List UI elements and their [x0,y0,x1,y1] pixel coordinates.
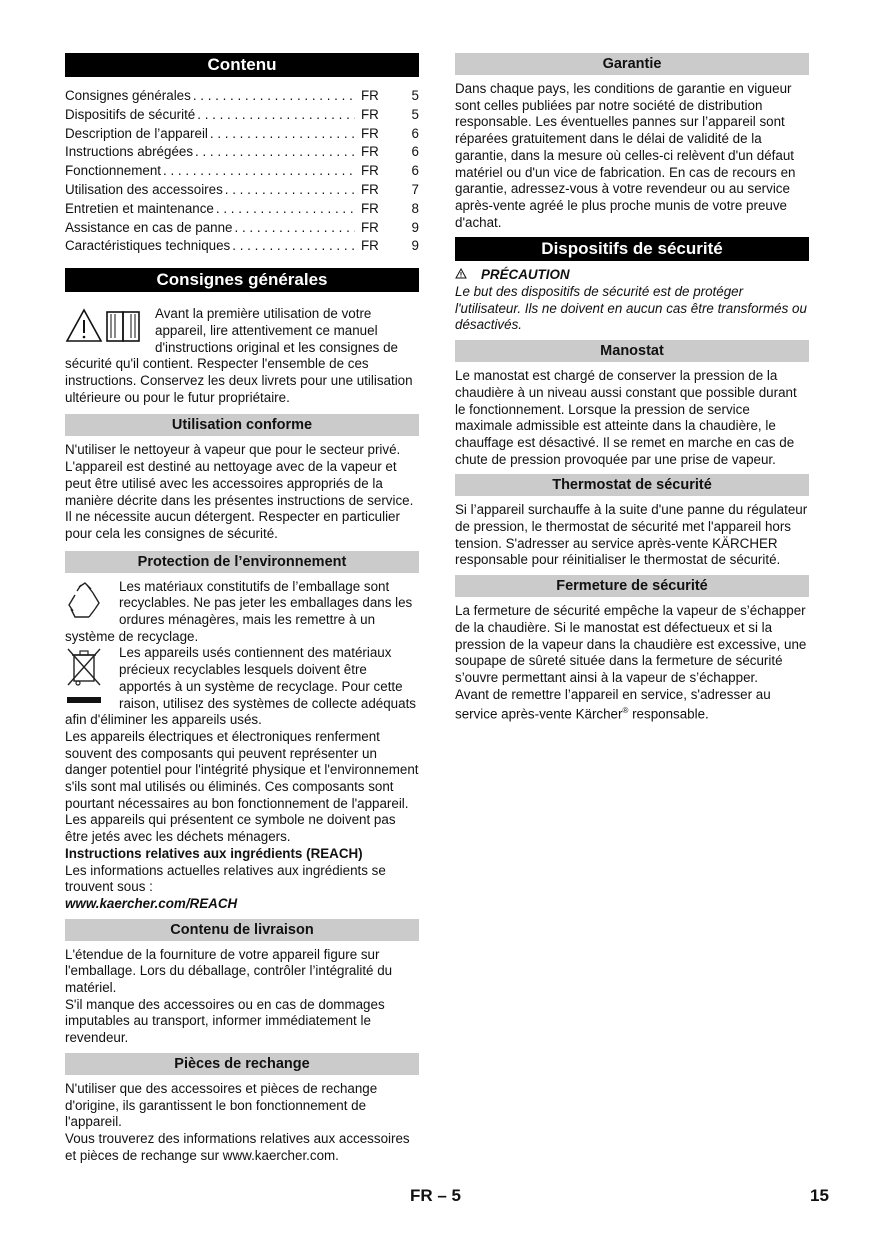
protection-p2: Les appareils usés contiennent des matériaux précieux recyclables lesquels doivent être apportés à un système de recyclage. Pour cette raison, utilisez des systèmes de collecte adéquats afin d'éliminer les appareils usés. [65,645,416,728]
crossed-bin-icon [65,647,109,710]
toc-label: Instructions abrégées [65,144,194,160]
pieces-p2: Vous trouverez des informations relatives aux accessoires et pièces de rechange sur www.kaercher.com. [65,1131,410,1163]
toc-label: Consignes générales [65,88,191,103]
toc-lang: FR [361,238,379,254]
fermeture-p2-a: Avant de remettre l’appareil en service, s'adresser au service après-vente Kärcher [455,686,771,722]
toc-page: 9 [411,219,419,235]
fermeture-p2 [455,687,809,724]
toc-label: Dispositifs de sécurité [65,106,196,122]
toc-entry[interactable] [65,143,419,162]
toc-leader-dots [193,87,355,106]
reach-heading: Instructions relatives aux ingrédients (REACH) [65,845,363,861]
toc-entry[interactable] [65,219,419,238]
protection-p3: Les appareils électriques et électroniques renferment souvent des composants qui peuvent représenter un danger potentiel pour l'intégrité physique et l'environnement s'ils sont mal utilisés ou éliminés. Ces composants sont pourtant nécessaires au bon fonctionnement de l'appareil. Les appareils qui présentent ce symbole ne doivent pas être jetés avec les déchets ménagers. [65,728,419,845]
toc-page: 6 [411,163,419,179]
toc-entry[interactable] [65,125,419,144]
weee-item [65,645,419,729]
utilisation-p2: L'appareil est destiné au nettoyage avec de la vapeur et peut être utilisé avec les accessoires appropriés de la manière décrite dans les présentes instructions de service. Il ne nécessite aucun détergent. Respecter en particulier pour cela les consignes de sécurité. [65,459,414,541]
toc-entry[interactable] [65,162,419,181]
consignes-intro [65,306,419,406]
toc-lang: FR [361,219,379,235]
livraison-p1: L'étendue de la fourniture de votre appareil figure sur l'emballage. Lors du déballage, contrôler l’intégralité du matériel. [65,946,393,996]
caution-label: PRÉCAUTION [481,267,570,283]
caution-text: Le but des dispositifs de sécurité est de protéger l'utilisateur. Ils ne doivent en aucun cas être transformés ou désactivés. [455,284,807,333]
pieces-heading: Pièces de rechange [65,1053,419,1075]
toc-leader-dots [216,200,355,219]
toc-leader-dots [235,219,356,238]
fermeture-p1: La fermeture de sécurité empêche la vapeur de s’échapper de la chaudière. Si le manostat est défectueux et si la pression de la vapeur dans la chaudière est excessive, une soupape de sûreté située dans la fermeture de sécurité s’ouvre permettant ainsi à la vapeur de s’échapper. [455,603,807,685]
toc-page: 5 [411,106,419,122]
table-of-contents [65,87,419,256]
toc-entry[interactable] [65,237,419,256]
toc-entry[interactable] [65,181,419,200]
packaging-recycle-item [65,579,419,646]
toc-label: Utilisation des accessoires [65,181,223,197]
footer-language-page: FR – 5 [410,1186,462,1205]
reach-text: Les informations actuelles relatives aux ingrédients se trouvent sous : [65,862,386,895]
toc-label: Entretien et maintenance [65,200,214,216]
consignes-heading: Consignes générales [65,268,419,292]
manostat-text: Le manostat est chargé de conserver la pression de la chaudière à un niveau aussi constant que possible durant le fonctionnement. Lorsque la pression de service maximale admissible est atteinte dans la chaudière, le chauffage est désactivé. Il se remet en marche en cas de chute de pression provoquée par une prise de vapeur. [455,368,797,467]
toc-lang: FR [361,88,379,103]
toc-leader-dots [163,162,355,181]
toc-page: 7 [411,181,419,197]
toc-leader-dots [197,106,355,125]
warning-icon [455,267,467,284]
toc-entry[interactable] [65,200,419,219]
protection-p1: Les matériaux constitutifs de l’emballage sont recyclables. Ne pas jeter les emballages dans les ordures ménagères, mais les remettre à un système de recyclage. [65,578,413,644]
garantie-heading: Garantie [455,53,809,75]
manostat-heading: Manostat [455,340,809,362]
toc-page: 8 [411,200,419,216]
dispositifs-heading: Dispositifs de sécurité [455,237,809,261]
consignes-text: Avant la première utilisation de votre appareil, lire attentivement ce manuel d'instructions original et les consignes de sécurité qu'il contient. Respecter l'ensemble de ces instructions. Conservez les deux livrets pour une utilisation ultérieure ou pour le futur propriétaire. [65,306,413,405]
livraison-heading: Contenu de livraison [65,919,419,941]
toc-lang: FR [361,144,379,160]
recycle-icon [65,581,109,628]
reach-link[interactable]: www.kaercher.com/REACH [65,895,238,911]
fermeture-heading: Fermeture de sécurité [455,575,809,597]
toc-leader-dots [210,125,355,144]
toc-lang: FR [361,200,379,216]
left-column [65,53,419,1164]
registered-mark: ® [622,706,629,716]
toc-lang: FR [361,106,379,122]
utilisation-heading: Utilisation conforme [65,414,419,436]
toc-entry[interactable] [65,106,419,125]
garantie-text: Dans chaque pays, les conditions de garantie en vigueur sont celles publiées par notre société de distribution responsable. Les éventuelles pannes sur l’appareil sont réparées gratuitement dans le délai de validité de la garantie, dans la mesure où celles-ci relèvent d'un défaut matériel ou d'un vice de fabrication. En cas de recours en garantie, adressez-vous à votre revendeur ou au service après-vente agréé le plus proche munis de votre preuve d'achat. [455,81,796,230]
toc-label: Assistance en cas de panne [65,219,233,235]
toc-page: 6 [411,125,419,141]
utilisation-p1: N'utiliser le nettoyeur à vapeur que pour le secteur privé. [65,442,401,458]
right-column [455,53,809,724]
toc-lang: FR [361,125,379,141]
caution-line [455,267,809,284]
toc-page: 9 [411,238,419,254]
fermeture-p2-b: responsable. [628,706,709,722]
thermostat-heading: Thermostat de sécurité [455,474,809,496]
toc-label: Caractéristiques techniques [65,238,231,254]
protection-heading: Protection de l’environnement [65,551,419,573]
livraison-p2: S'il manque des accessoires ou en cas de dommages imputables au transport, informer immédiatement le revendeur. [65,996,385,1046]
contenu-heading: Contenu [65,53,419,77]
toc-page: 5 [411,88,419,103]
warning-manual-icon [65,308,149,349]
toc-leader-dots [232,237,355,256]
pieces-p1: N'utiliser que des accessoires et pièces de rechange d'origine, ils garantissent le bon fonctionnement de l'appareil. [65,1080,378,1130]
toc-leader-dots [195,143,355,162]
toc-label: Fonctionnement [65,163,162,179]
footer-page-number: 15 [810,1186,829,1205]
toc-page: 6 [411,144,419,160]
toc-leader-dots [225,181,355,200]
toc-lang: FR [361,163,379,179]
toc-lang: FR [361,181,379,197]
toc-entry[interactable] [65,87,419,106]
thermostat-text: Si l’appareil surchauffe à la suite d'une panne du régulateur de pression, le thermostat de sécurité met l'appareil hors tension. S'adresser au service après-vente KÄRCHER responsable pour réinitialiser le thermostat de sécurité. [455,502,808,568]
toc-label: Description de l’appareil [65,125,208,141]
